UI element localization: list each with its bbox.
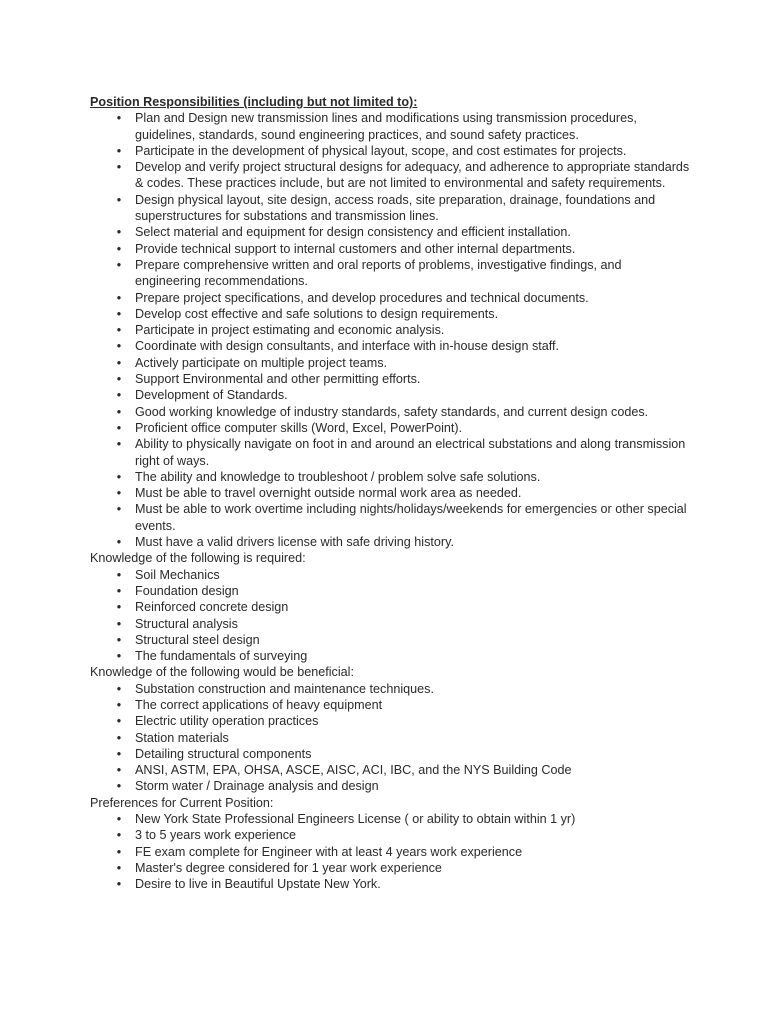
bullet-icon: • <box>116 600 122 615</box>
bullet-icon: • <box>116 111 122 126</box>
list-item-text: Soil Mechanics <box>135 567 220 582</box>
list-item-text: The ability and knowledge to troubleshoot / problem solve safe solutions. <box>135 469 541 484</box>
list-item <box>90 192 690 225</box>
bullet-icon: • <box>116 323 122 338</box>
list-item-text: Structural analysis <box>135 616 238 631</box>
list-item-text: Actively participate on multiple project teams. <box>135 355 387 370</box>
list-item-text: 3 to 5 years work experience <box>135 828 297 843</box>
list-item-text: Participate in the development of physical layout, scope, and cost estimates for projects. <box>135 143 627 158</box>
bullet-icon: • <box>116 486 122 501</box>
bullet-icon: • <box>116 388 122 403</box>
required-knowledge-label: Knowledge of the following is required: <box>90 551 306 566</box>
bullet-icon: • <box>116 730 122 745</box>
list-item-text: Station materials <box>135 730 229 745</box>
bullet-icon: • <box>116 567 122 582</box>
list-item <box>90 632 690 648</box>
bullet-icon: • <box>116 535 122 550</box>
list-item <box>90 616 690 632</box>
list-item-text: Detailing structural components <box>135 746 312 761</box>
bullet-icon: • <box>116 649 122 664</box>
list-item-text: Prepare comprehensive written and oral reports of problems, investigative findings, and engineering recommendations. <box>135 257 622 289</box>
list-item <box>90 110 690 143</box>
bullet-icon: • <box>116 844 122 859</box>
preferences-label: Preferences for Current Position: <box>90 795 274 810</box>
list-item <box>90 404 690 420</box>
list-item-text: The fundamentals of surveying <box>135 649 308 664</box>
list-item <box>90 583 690 599</box>
bullet-icon: • <box>116 225 122 240</box>
bullet-icon: • <box>116 828 122 843</box>
bullet-icon: • <box>116 372 122 387</box>
bullet-icon: • <box>116 583 122 598</box>
list-item-text: Good working knowledge of industry standards, safety standards, and current design codes. <box>135 404 649 419</box>
list-item-text: Ability to physically navigate on foot in and around an electrical substations and along transmission right of ways. <box>135 437 686 468</box>
list-item <box>90 648 690 664</box>
list-item <box>90 730 690 746</box>
list-item <box>90 485 690 501</box>
list-item-text: Support Environmental and other permitting efforts. <box>135 372 421 387</box>
list-item-text: Provide technical support to internal customers and other internal departments. <box>135 241 576 256</box>
list-item <box>90 224 690 240</box>
list-item-text: The correct applications of heavy equipment <box>135 697 383 712</box>
responsibilities-heading: Position Responsibilities (including but not limited to): <box>90 95 418 109</box>
required-knowledge-list <box>90 567 690 665</box>
list-item <box>90 241 690 257</box>
list-item-text: Must be able to work overtime including nights/holidays/weekends for emergencies or other special events. <box>135 502 687 533</box>
list-item-text: Master's degree considered for 1 year work experience <box>135 860 442 875</box>
bullet-icon: • <box>116 241 122 256</box>
list-item-text: Prepare project specifications, and develop procedures and technical documents. <box>135 290 589 305</box>
bullet-icon: • <box>116 697 122 712</box>
list-item-text: Must be able to travel overnight outside normal work area as needed. <box>135 486 522 501</box>
list-item <box>90 534 690 550</box>
list-item <box>90 876 690 892</box>
list-item <box>90 681 690 697</box>
list-item-text: Must have a valid drivers license with safe driving history. <box>135 535 454 550</box>
list-item-text: Develop cost effective and safe solutions to design requirements. <box>135 306 499 321</box>
list-item-text: Desire to live in Beautiful Upstate New York. <box>135 877 381 892</box>
list-item <box>90 778 690 794</box>
beneficial-knowledge-label: Knowledge of the following would be beneficial: <box>90 665 354 680</box>
list-item <box>90 746 690 762</box>
bullet-icon: • <box>116 192 122 207</box>
list-item <box>90 501 690 534</box>
list-item <box>90 143 690 159</box>
list-item <box>90 371 690 387</box>
list-item-text: Substation construction and maintenance techniques. <box>135 681 434 696</box>
bullet-icon: • <box>116 437 122 452</box>
bullet-icon: • <box>116 746 122 761</box>
bullet-icon: • <box>116 257 122 272</box>
bullet-icon: • <box>116 420 122 435</box>
responsibilities-list <box>90 110 690 550</box>
bullet-icon: • <box>116 143 122 158</box>
document-page <box>90 94 690 893</box>
list-item-text: Select material and equipment for design consistency and efficient installation. <box>135 225 571 240</box>
bullet-icon: • <box>116 860 122 875</box>
list-item <box>90 420 690 436</box>
bullet-icon: • <box>116 681 122 696</box>
list-item-text: Proficient office computer skills (Word, Excel, PowerPoint). <box>135 420 463 435</box>
list-item <box>90 860 690 876</box>
bullet-icon: • <box>116 290 122 305</box>
bullet-icon: • <box>116 632 122 647</box>
bullet-icon: • <box>116 469 122 484</box>
bullet-icon: • <box>116 779 122 794</box>
list-item <box>90 159 690 192</box>
list-item <box>90 306 690 322</box>
bullet-icon: • <box>116 306 122 321</box>
list-item-text: Storm water / Drainage analysis and design <box>135 779 379 794</box>
list-item-text: Reinforced concrete design <box>135 600 289 615</box>
bullet-icon: • <box>116 714 122 729</box>
bullet-icon: • <box>116 339 122 354</box>
bullet-icon: • <box>116 160 122 175</box>
list-item <box>90 355 690 371</box>
bullet-icon: • <box>116 763 122 778</box>
preferences-list <box>90 811 690 892</box>
bullet-icon: • <box>116 404 122 419</box>
list-item-text: Design physical layout, site design, access roads, site preparation, drainage, foundations and superstructures for substations and transmission lines. <box>135 192 656 224</box>
list-item-text: FE exam complete for Engineer with at least 4 years work experience <box>135 844 523 859</box>
bullet-icon: • <box>116 616 122 631</box>
bullet-icon: • <box>116 502 122 517</box>
list-item <box>90 762 690 778</box>
list-item <box>90 257 690 290</box>
list-item-text: Foundation design <box>135 583 239 598</box>
list-item <box>90 436 690 469</box>
bullet-icon: • <box>116 355 122 370</box>
list-item-text: Electric utility operation practices <box>135 714 319 729</box>
list-item-text: Plan and Design new transmission lines and modifications using transmission procedures, guidelines, standards, sound engineering practices, and sound safety practices. <box>135 111 637 142</box>
beneficial-knowledge-list <box>90 681 690 795</box>
bullet-icon: • <box>116 812 122 827</box>
list-item <box>90 338 690 354</box>
list-item <box>90 811 690 827</box>
list-item <box>90 322 690 338</box>
list-item-text: Develop and verify project structural designs for adequacy, and adherence to appropriate standards & codes. These practices include, but are not limited to environmental and safety requirements. <box>135 160 690 191</box>
list-item <box>90 713 690 729</box>
list-item <box>90 567 690 583</box>
bullet-icon: • <box>116 877 122 892</box>
list-item <box>90 697 690 713</box>
list-item <box>90 387 690 403</box>
list-item-text: ANSI, ASTM, EPA, OHSA, ASCE, AISC, ACI, IBC, and the NYS Building Code <box>135 763 572 778</box>
list-item <box>90 827 690 843</box>
list-item-text: New York State Professional Engineers License ( or ability to obtain within 1 yr) <box>135 812 576 827</box>
list-item <box>90 599 690 615</box>
list-item-text: Participate in project estimating and economic analysis. <box>135 323 445 338</box>
list-item <box>90 844 690 860</box>
list-item-text: Coordinate with design consultants, and interface with in-house design staff. <box>135 339 560 354</box>
list-item-text: Development of Standards. <box>135 388 288 403</box>
list-item <box>90 290 690 306</box>
list-item <box>90 469 690 485</box>
list-item-text: Structural steel design <box>135 632 260 647</box>
